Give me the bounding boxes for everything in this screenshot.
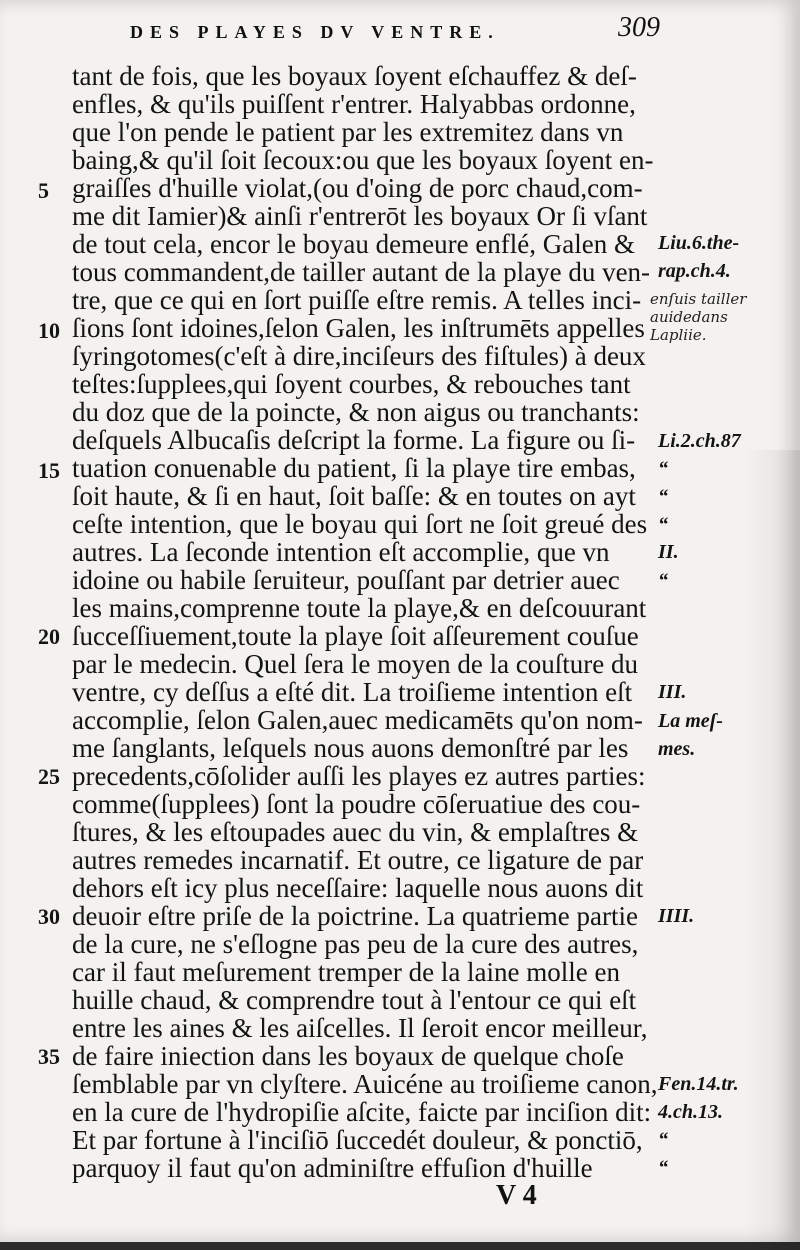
line-number: 20 bbox=[38, 624, 60, 649]
line-number: 35 bbox=[38, 1044, 60, 1069]
handwritten-note: auidedans bbox=[650, 308, 728, 326]
text-line: huille chaud, & comprendre tout à l'entour ce qui eſt bbox=[72, 985, 637, 1015]
line-number: 25 bbox=[38, 764, 60, 789]
text-line: car il faut meſurement tremper de la laine molle en bbox=[72, 957, 621, 987]
running-head: DES PLAYES DV VENTRE. bbox=[130, 22, 500, 42]
text-line: graiſſes d'huille violat,(ou d'oing de porc chaud,com- bbox=[72, 173, 643, 203]
text-line: parquoy il faut qu'on adminiſtre effuſion d'huille bbox=[72, 1153, 593, 1183]
text-line: ſemblable par vn clyſtere. Auicéne au troiſieme canon, bbox=[72, 1069, 658, 1099]
page-header bbox=[130, 12, 660, 52]
text-line: deſquels Albucaſis deſcript la forme. La figure ou ſi- bbox=[72, 425, 636, 455]
margin-note: rap.ch.4. bbox=[658, 260, 731, 282]
margin-note: II. bbox=[658, 541, 679, 563]
margin-note: III. bbox=[658, 681, 687, 703]
text-line: tre, que ce qui en ſort puiſſe eſtre remis. A telles inci- bbox=[72, 285, 642, 315]
text-line: autres. La ſeconde intention eſt accomplie, que vn bbox=[72, 537, 610, 567]
text-line: idoine ou habile ſeruiteur, pouſſant par detrier auec bbox=[72, 565, 620, 595]
text-line: que l'on pende le patient par les extremitez dans vn bbox=[72, 117, 624, 147]
text-line: entre les aines & les aiſcelles. Il ſeroit encor meilleur, bbox=[72, 1013, 648, 1043]
text-line: enfles, & qu'ils puiſſent r'entrer. Halyabbas ordonne, bbox=[72, 89, 636, 119]
text-line: teſtes:ſupplees,qui ſoyent courbes, & rebouches tant bbox=[72, 369, 631, 399]
text-line: ſions ſont idoines,ſelon Galen, les inſtrumēts appelles bbox=[72, 313, 645, 343]
handwritten-note: enſuis tailler bbox=[650, 290, 747, 308]
text-line: de tout cela, encor le boyau demeure enflé, Galen & bbox=[72, 229, 635, 259]
text-line: ſucceſſiuement,toute la playe ſoit aſſeurement couſue bbox=[72, 621, 639, 651]
margin-note: 4.ch.13. bbox=[658, 1101, 723, 1123]
signature-mark: V 4 bbox=[496, 1180, 537, 1211]
text-line: par le medecin. Quel ſera le moyen de la couſture du bbox=[72, 649, 639, 679]
text-line: tant de fois, que les boyaux ſoyent eſchauffez & deſ- bbox=[72, 61, 637, 91]
text-line: tuation conuenable du patient, ſi la playe tire embas, bbox=[72, 453, 636, 483]
text-line: Et par fortune à l'inciſiō ſuccedét douleur, & ponctiō, bbox=[72, 1125, 643, 1155]
margin-note: mes. bbox=[658, 738, 696, 760]
text-line: me ſanglants, leſquels nous auons demonſtré par les bbox=[72, 733, 629, 763]
text-line: autres remedes incarnatif. Et outre, ce ligature de par bbox=[72, 845, 644, 875]
handwritten-note: Lapliie. bbox=[650, 326, 707, 344]
page-number: 309 bbox=[618, 12, 660, 43]
text-line: en la cure de l'hydropiſie aſcite, faicte par inciſion dit: bbox=[72, 1097, 652, 1127]
text-line: me dit Iamier)& ainſi r'entrerōt les boyaux Or ſi vſant bbox=[72, 201, 648, 231]
margin-note: “ bbox=[658, 1157, 668, 1179]
margin-note: “ bbox=[658, 570, 668, 592]
text-line: ventre, cy deſſus a eſté dit. La troiſieme intention eſt bbox=[72, 677, 633, 707]
line-number: 10 bbox=[38, 318, 60, 343]
margin-note: Fen.14.tr. bbox=[658, 1073, 739, 1095]
text-line: ſoit haute, & ſi en haut, ſoit baſſe: & en toutes on ayt bbox=[72, 481, 636, 511]
text-line: les mains,comprenne toute la playe,& en deſcouurant bbox=[72, 593, 647, 623]
text-line: de faire iniection dans les boyaux de quelque choſe bbox=[72, 1041, 624, 1071]
margin-note: “ bbox=[658, 486, 668, 508]
text-line: ſyringotomes(c'eſt à dire,inciſeurs des fiſtules) à deux bbox=[72, 341, 646, 371]
line-number: 5 bbox=[38, 178, 49, 203]
margin-note: Liu.6.the- bbox=[658, 232, 740, 254]
line-number: 15 bbox=[38, 458, 60, 483]
margin-note: IIII. bbox=[658, 905, 695, 927]
text-line: comme(ſupplees) ſont la poudre cōſeruatiue des cou- bbox=[72, 789, 641, 819]
margin-note: “ bbox=[658, 1129, 668, 1151]
text-line: ceſte intention, que le boyau qui ſort ne ſoit greué des bbox=[72, 509, 648, 539]
margin-note: “ bbox=[658, 458, 668, 480]
text-line: du doz que de la poincte, & non aigus ou tranchants: bbox=[72, 397, 640, 427]
text-line: precedents,cōſolider auſſi les playes ez autres parties: bbox=[72, 761, 646, 791]
text-line: accomplie, ſelon Galen,auec medicamēts qu'on nom- bbox=[72, 705, 643, 735]
margin-note: “ bbox=[658, 514, 668, 536]
text-line: deuoir eſtre priſe de la poictrine. La quatrieme partie bbox=[72, 901, 638, 931]
text-line: de la cure, ne s'eſlogne pas peu de la cure des autres, bbox=[72, 929, 639, 959]
text-line: ſtures, & les eſtoupades auec du vin, & emplaſtres & bbox=[72, 817, 639, 847]
text-line: baing,& qu'il ſoit ſecoux:ou que les boyaux ſoyent en- bbox=[72, 145, 654, 175]
margin-note: La meſ- bbox=[658, 710, 723, 732]
margin-note: Li.2.ch.87 bbox=[658, 430, 741, 452]
line-number: 30 bbox=[38, 904, 60, 929]
text-line: dehors eſt icy plus neceſſaire: laquelle nous auons dit bbox=[72, 873, 644, 903]
text-line: tous commandent,de tailler autant de la playe du ven- bbox=[72, 257, 651, 287]
